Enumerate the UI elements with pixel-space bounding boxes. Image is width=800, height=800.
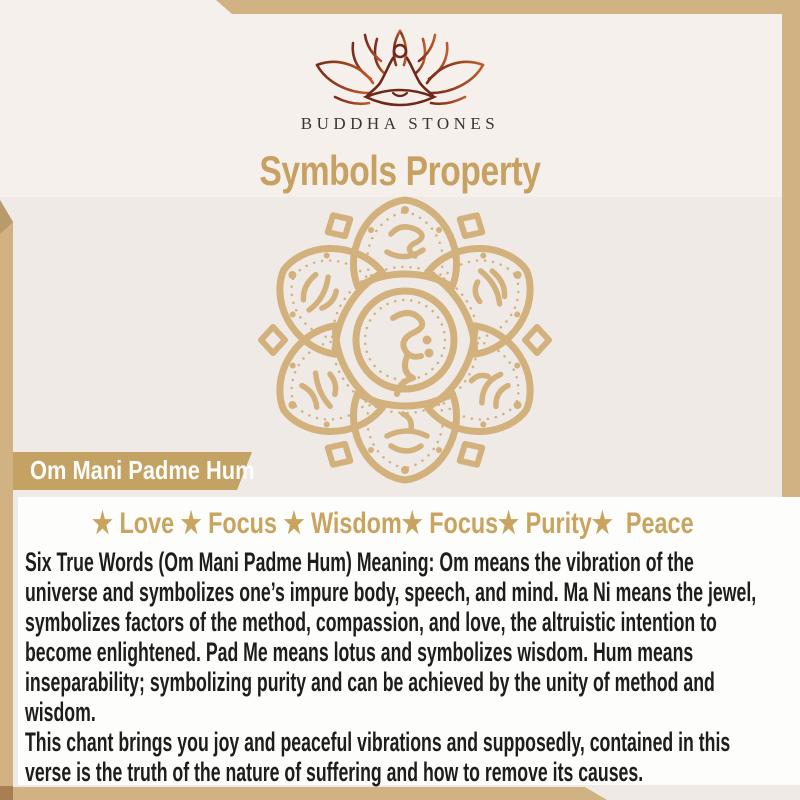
banner-label: Om Mani Padme Hum — [30, 455, 255, 485]
body-text-line: verse is the truth of the nature of suffering and how to remove its causes. — [25, 757, 644, 787]
frame-corner-accent — [0, 786, 13, 800]
om-mani-padme-hum-mandala-icon — [255, 190, 555, 490]
body-text-line: inseparability; symbolizing purity and can be achieved by the unity of method and — [25, 667, 715, 697]
body-text-line: become enlightened. Pad Me means lotus and symbolizes wisdom. Hum means — [25, 637, 694, 667]
body-text-line: wisdom. — [25, 697, 96, 727]
description-text — [25, 547, 800, 787]
banner — [13, 452, 800, 490]
body-text-line: universe and symbolizes one’s impure body, speech, and mind. Ma Ni means the jewel, — [25, 577, 757, 607]
page-title: Symbols Property — [259, 147, 541, 194]
lotus-petals-icon — [317, 31, 483, 104]
mandala-center-seed-syllable — [356, 291, 454, 394]
keywords-star-row: ★ Love ★ Focus ★ Wisdom★ Focus★ Purity★ Peace — [92, 507, 694, 540]
buddha-stones-logo-icon — [305, 27, 495, 115]
body-text-line: Six True Words (Om Mani Padme Hum) Meaning: Om means the vibration of the — [25, 547, 694, 577]
body-text-line: This chant brings you joy and peaceful vibrations and supposedly, contained in this — [25, 727, 731, 757]
body-text-line: symbolizes factors of the method, compassion, and love, the altruistic intention to — [25, 607, 717, 637]
brand-name: BUDDHA STONES — [300, 114, 500, 133]
